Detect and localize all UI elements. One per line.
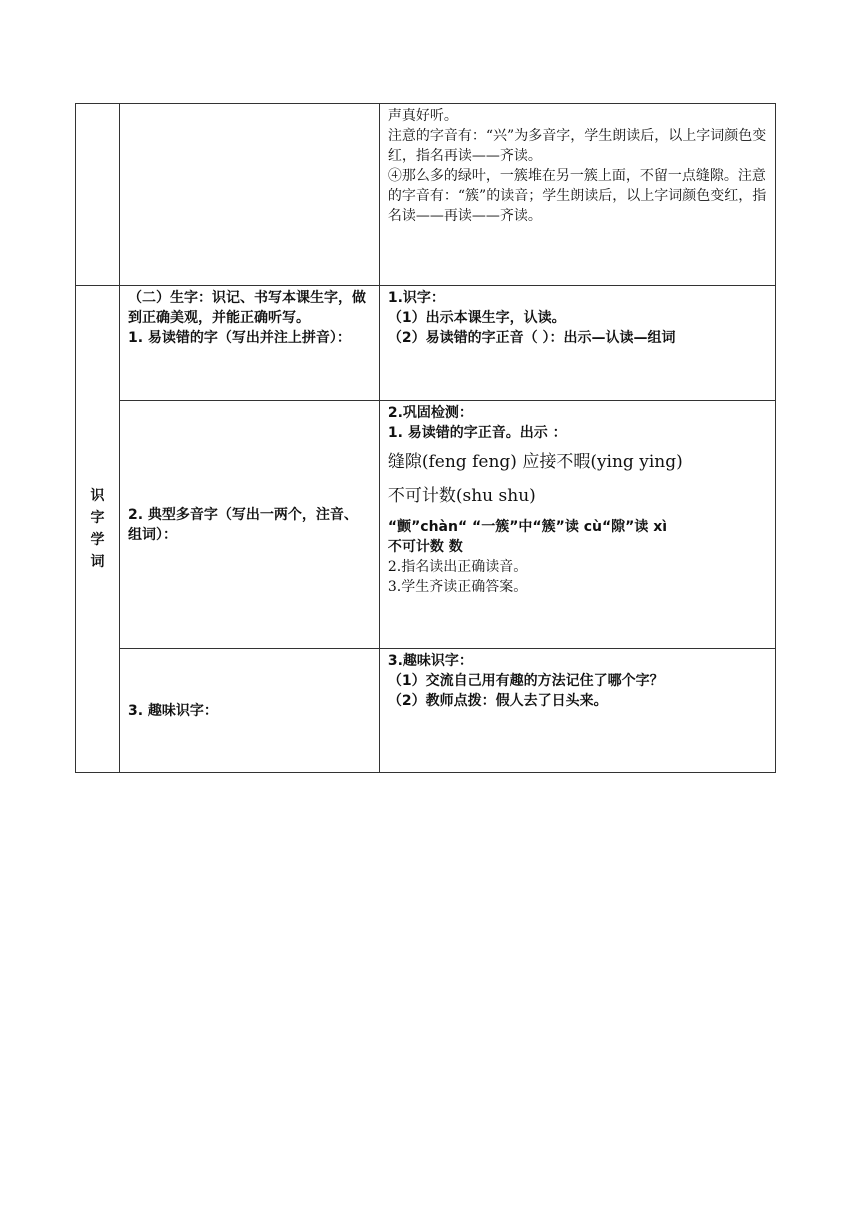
text-line: 1. 易读错的字（写出并注上拼音）：	[128, 330, 351, 346]
lesson-plan-table	[75, 103, 776, 773]
table-row-identify-chars	[76, 286, 776, 401]
section-label: 识字学词	[90, 488, 105, 570]
text-line: 3.学生齐读正确答案。	[387, 579, 528, 595]
table-row-continuation	[76, 104, 776, 286]
text-line: （2）教师点拨：假人去了日头来。	[387, 693, 608, 709]
pinyin-line: 缝隙(feng feng) 应接不暇(ying ying)	[387, 452, 683, 472]
text-line: （1）出示本课生字，认读。	[387, 310, 566, 326]
text-line: 2.巩固检测：	[387, 405, 473, 421]
right-cell-check	[379, 401, 775, 649]
text-line: （2）易读错的字正音（ ）：出示—认读—组词	[387, 330, 676, 346]
table-row-polyphones	[76, 401, 776, 649]
right-cell-continuation	[379, 104, 775, 286]
text-line: ④那么多的绿叶，一簇堆在另一簇上面，不留一点缝隙。注意的字音有：“簇”的读音；学生朗读后，以上字词颜色变红，指名读——再读——齐读。	[387, 168, 767, 224]
right-cell-identify	[379, 286, 775, 401]
text-line: （二）生字：识记、书写本课生字，做到正确美观，并能正确听写。	[128, 290, 366, 326]
text-line: “颤”chàn“ “一簇”中“簇”读 cù“隙”读 xì	[387, 519, 668, 535]
left-cell-new-chars	[120, 286, 380, 401]
text-line: 3.趣味识字：	[387, 653, 473, 669]
pinyin-line: 不可计数(shu shu)	[387, 486, 536, 506]
text-line: 注意的字音有：“兴”为多音字，学生朗读后，以上字词颜色变红，指名再读——齐读。	[387, 128, 767, 164]
section-cell-empty	[76, 104, 120, 286]
text-line: （1）交流自己用有趣的方法记住了哪个字？	[387, 673, 664, 689]
left-cell-fun-chars	[120, 649, 380, 773]
text-line: 3. 趣味识字：	[128, 702, 218, 719]
text-line: 1.识字：	[387, 290, 445, 306]
text-line: 声真好听。	[387, 108, 458, 124]
text-line: 不可计数 数	[387, 539, 463, 555]
text-line: 2.指名读出正确读音。	[387, 559, 528, 575]
right-cell-fun-chars	[379, 649, 775, 773]
left-cell-polyphones	[120, 401, 380, 649]
left-cell-empty	[120, 104, 380, 286]
section-label-cell	[76, 286, 120, 773]
text-line: 2. 典型多音字（写出一两个，注音、组词）：	[128, 506, 358, 543]
table-row-fun-chars	[76, 649, 776, 773]
text-line: 1. 易读错的字正音。出示 ：	[387, 425, 567, 441]
